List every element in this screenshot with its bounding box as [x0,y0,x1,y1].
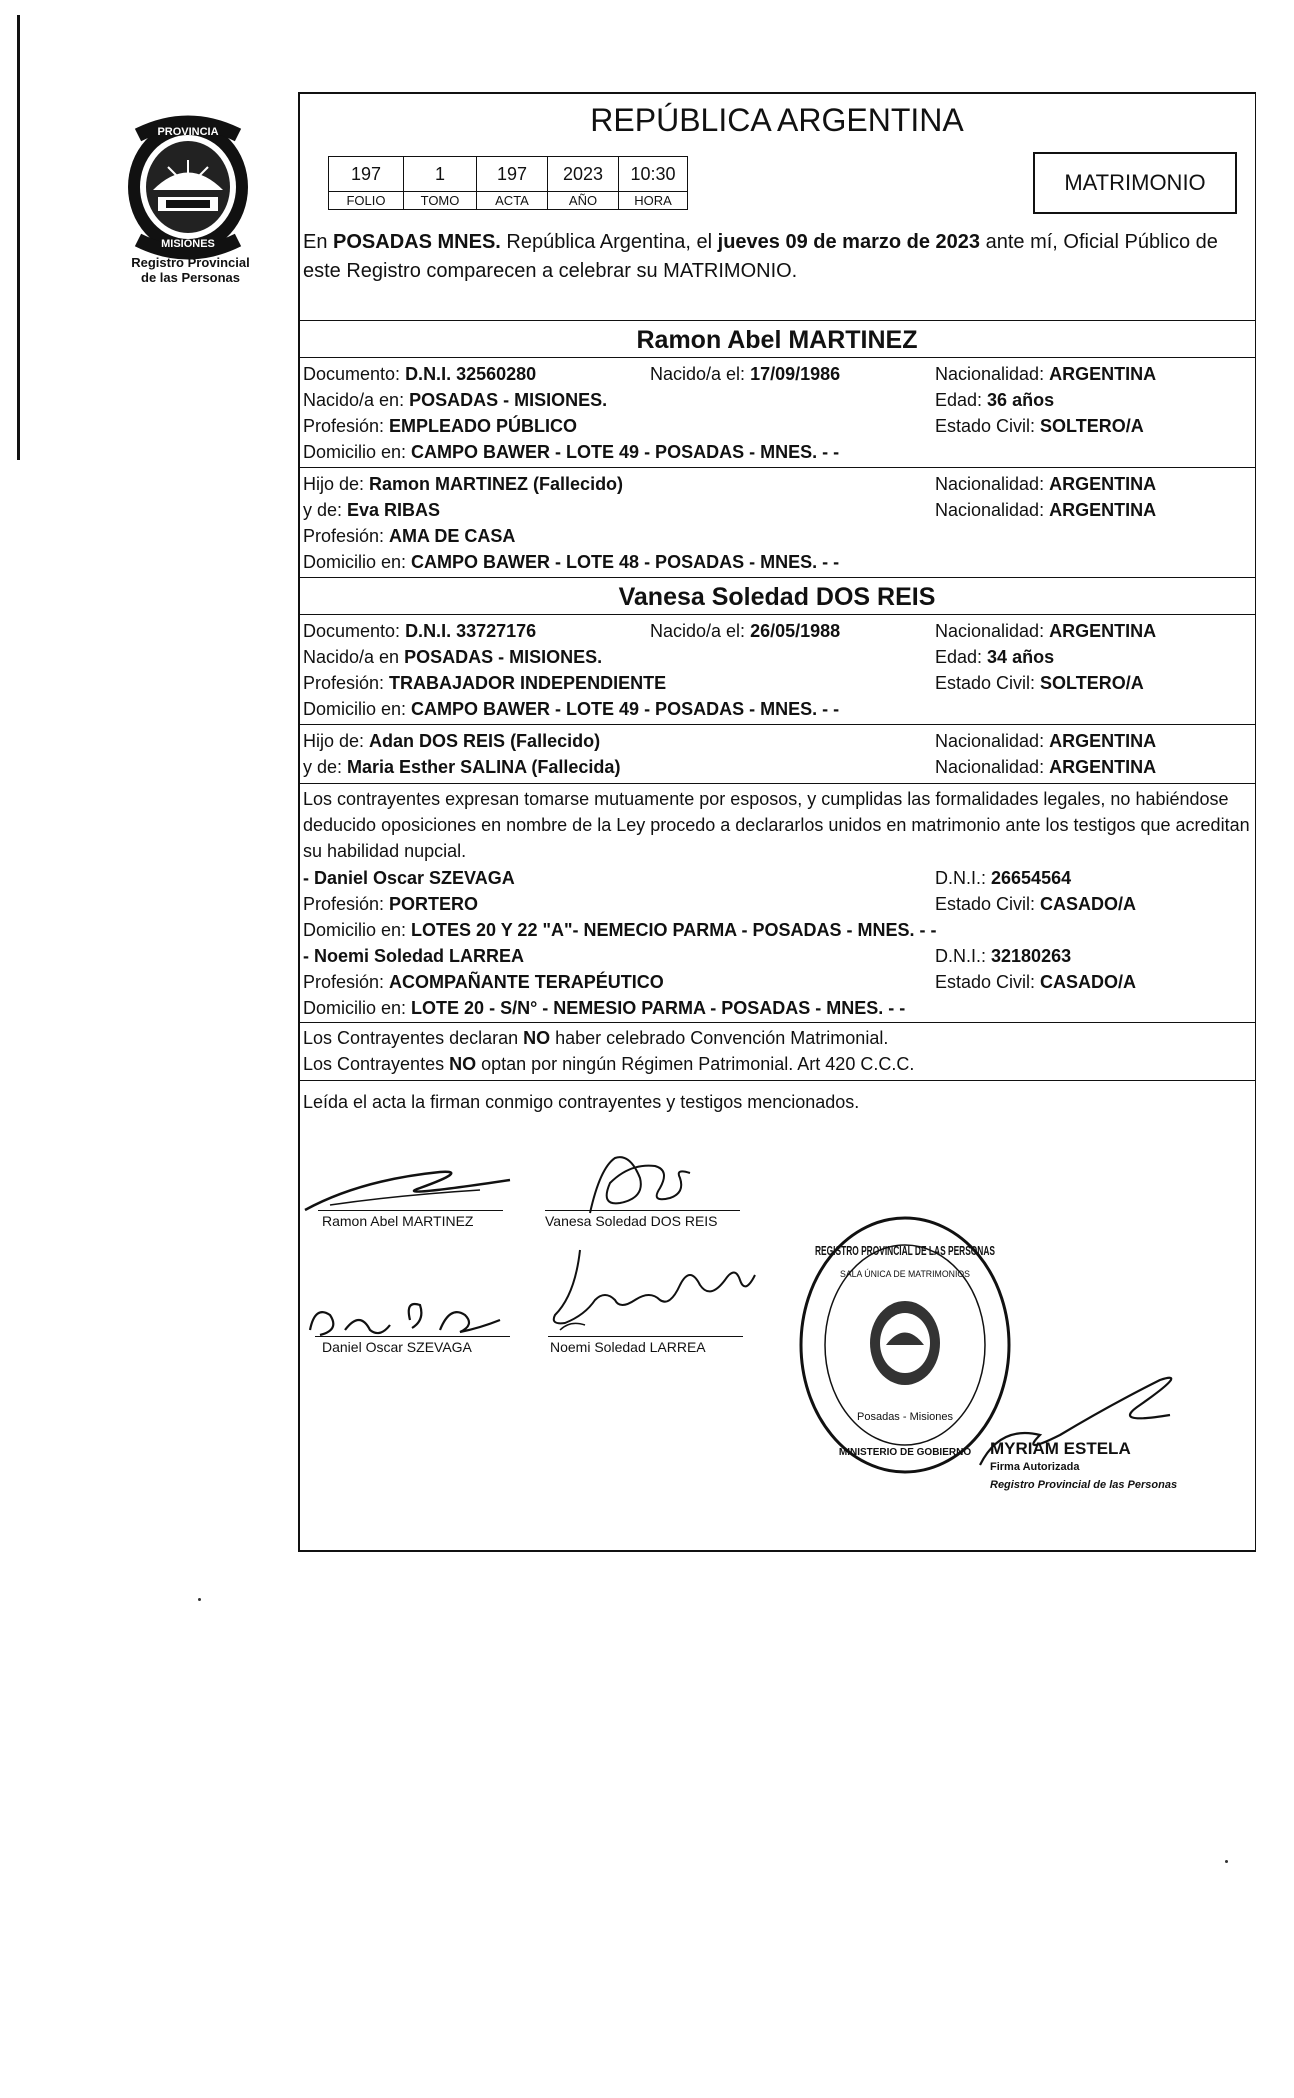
groom-parent-address: Domicilio en: CAMPO BAWER - LOTE 48 - POSADAS - MNES. - - [303,552,840,572]
closing-statement: Leída el acta la firman conmigo contrayentes y testigos mencionados. [303,1092,860,1112]
divider [298,724,1256,725]
groom-birthdate: Nacido/a el: 17/09/1986 [650,364,841,384]
bride-signature-name: Vanesa Soledad DOS REIS [545,1213,718,1229]
divider [298,614,1256,615]
groom-signature-line [318,1210,503,1211]
bride-mother: y de: Maria Esther SALINA (Fallecida) [303,757,621,777]
declaration-paragraph: Los contrayentes expresan tomarse mutuamente por esposos, y cumplidas las formalidades legales, no habiéndose deducido oposiciones en nombre de la Ley procedo a declararlos unidos en matrimonio ante los testigos que acreditan su habilidad nupcial. [303,789,1250,861]
groom-nationality: Nacionalidad: ARGENTINA [935,364,1157,384]
registry-caption [108,255,273,285]
record-type-box: MATRIMONIO [1033,152,1237,214]
tomo-value: 1 [404,157,477,192]
groom-birthplace: Nacido/a en: POSADAS - MISIONES. [303,390,608,410]
province-shield-logo [118,115,258,255]
groom-parent-profession: Profesión: AMA DE CASA [303,526,516,546]
svg-text:MISIONES: MISIONES [161,238,215,250]
groom-father-nationality: Nacionalidad: ARGENTINA [935,474,1157,494]
svg-text:MINISTERIO DE GOBIERNO: MINISTERIO DE GOBIERNO [838,1447,972,1458]
witness2-name: - Noemi Soledad LARREA [303,946,525,966]
bride-name-heading: Vanesa Soledad DOS REIS [618,583,936,611]
bride-birthdate: Nacido/a el: 26/05/1988 [650,621,841,641]
divider [298,1080,1256,1081]
divider [298,357,1256,358]
svg-text:REGISTRO PROVINCIAL DE LAS PER: REGISTRO PROVINCIAL DE LAS PERSONAS [815,1243,996,1258]
groom-document: Documento: D.N.I. 32560280 [303,364,537,384]
official-stamp [990,1440,1177,1494]
witness2-profession: Profesión: ACOMPAÑANTE TERAPÉUTICO [303,972,664,992]
bride-address: Domicilio en: CAMPO BAWER - LOTE 49 - POSADAS - MNES. - - [303,699,840,719]
official-title: Firma Autorizada [990,1461,1080,1473]
hora-value: 10:30 [619,157,688,192]
witness2-civil-status: Estado Civil: CASADO/A [935,972,1137,992]
hora-label: HORA [619,192,688,210]
bride-nationality: Nacionalidad: ARGENTINA [935,621,1157,641]
anio-label: AÑO [548,192,619,210]
tomo-label: TOMO [404,192,477,210]
bride-document: Documento: D.N.I. 33727176 [303,621,537,641]
official-name: MYRIAM ESTELA [990,1439,1131,1458]
groom-civil-status: Estado Civil: SOLTERO/A [935,416,1144,436]
bride-birthplace: Nacido/a en POSADAS - MISIONES. [303,647,603,667]
witness2-address: Domicilio en: LOTE 20 - S/N° - NEMESIO PARMA - POSADAS - MNES. - - [303,998,906,1018]
intro-paragraph: En POSADAS MNES. República Argentina, el jueves 09 de marzo de 2023 ante mí, Oficial Público de este Registro comparecen a celebrar su MATRIMONIO. [303,231,1218,282]
acta-label: ACTA [477,192,548,210]
bride-mother-nationality: Nacionalidad: ARGENTINA [935,757,1157,777]
folio-label: FOLIO [329,192,404,210]
groom-mother-nationality: Nacionalidad: ARGENTINA [935,500,1157,520]
official-registry: Registro Provincial de las Personas [990,1479,1178,1491]
divider [298,1022,1256,1023]
anio-value: 2023 [548,157,619,192]
witness1-civil-status: Estado Civil: CASADO/A [935,894,1137,914]
witness2-signature [540,1245,765,1345]
groom-address: Domicilio en: CAMPO BAWER - LOTE 49 - POSADAS - MNES. - - [303,442,840,462]
svg-text:PROVINCIA: PROVINCIA [157,126,219,138]
registry-caption-line1: Registro Provincial [131,255,250,270]
groom-name-heading: Ramon Abel MARTINEZ [636,326,918,354]
groom-profession: Profesión: EMPLEADO PÚBLICO [303,416,578,436]
divider [298,577,1256,578]
regime-statement: Los Contrayentes NO optan por ningún Régimen Patrimonial. Art 420 C.C.C. [303,1054,915,1074]
divider [298,783,1256,784]
country-title: REPÚBLICA ARGENTINA [590,102,964,138]
bride-civil-status: Estado Civil: SOLTERO/A [935,673,1144,693]
divider [298,320,1256,321]
witness2-signature-name: Noemi Soledad LARREA [550,1339,706,1355]
divider [298,467,1256,468]
witness1-profession: Profesión: PORTERO [303,894,479,914]
bride-age: Edad: 34 años [935,647,1055,667]
bride-father-nationality: Nacionalidad: ARGENTINA [935,731,1157,751]
witness1-address: Domicilio en: LOTES 20 Y 22 "A"- NEMECIO PARMA - POSADAS - MNES. - - [303,920,937,940]
witness1-signature-name: Daniel Oscar SZEVAGA [322,1339,472,1355]
acta-value: 197 [477,157,548,192]
folio-value: 197 [329,157,404,192]
witness1-signature [300,1290,520,1346]
scan-speck [198,1598,201,1601]
registry-caption-line2: de las Personas [141,270,240,285]
svg-text:SALA ÚNICA DE MATRIMONIOS: SALA ÚNICA DE MATRIMONIOS [840,1269,970,1279]
witness2-signature-line [548,1336,743,1337]
witness1-signature-line [315,1336,510,1337]
bride-father: Hijo de: Adan DOS REIS (Fallecido) [303,731,601,751]
groom-signature-name: Ramon Abel MARTINEZ [322,1213,474,1229]
acta-reference-table [328,156,688,210]
bride-signature-line [545,1210,740,1211]
groom-father: Hijo de: Ramon MARTINEZ (Fallecido) [303,474,624,494]
scan-speck [1225,1860,1228,1863]
svg-text:Posadas - Misiones: Posadas - Misiones [857,1411,953,1423]
groom-age: Edad: 36 años [935,390,1055,410]
witness1-name: - Daniel Oscar SZEVAGA [303,868,515,888]
witness2-dni: D.N.I.: 32180263 [935,946,1072,966]
left-margin-line [17,15,20,460]
bride-profession: Profesión: TRABAJADOR INDEPENDIENTE [303,673,667,693]
groom-mother: y de: Eva RIBAS [303,500,441,520]
witness1-dni: D.N.I.: 26654564 [935,868,1072,888]
convention-statement: Los Contrayentes declaran NO haber celebrado Convención Matrimonial. [303,1028,889,1048]
